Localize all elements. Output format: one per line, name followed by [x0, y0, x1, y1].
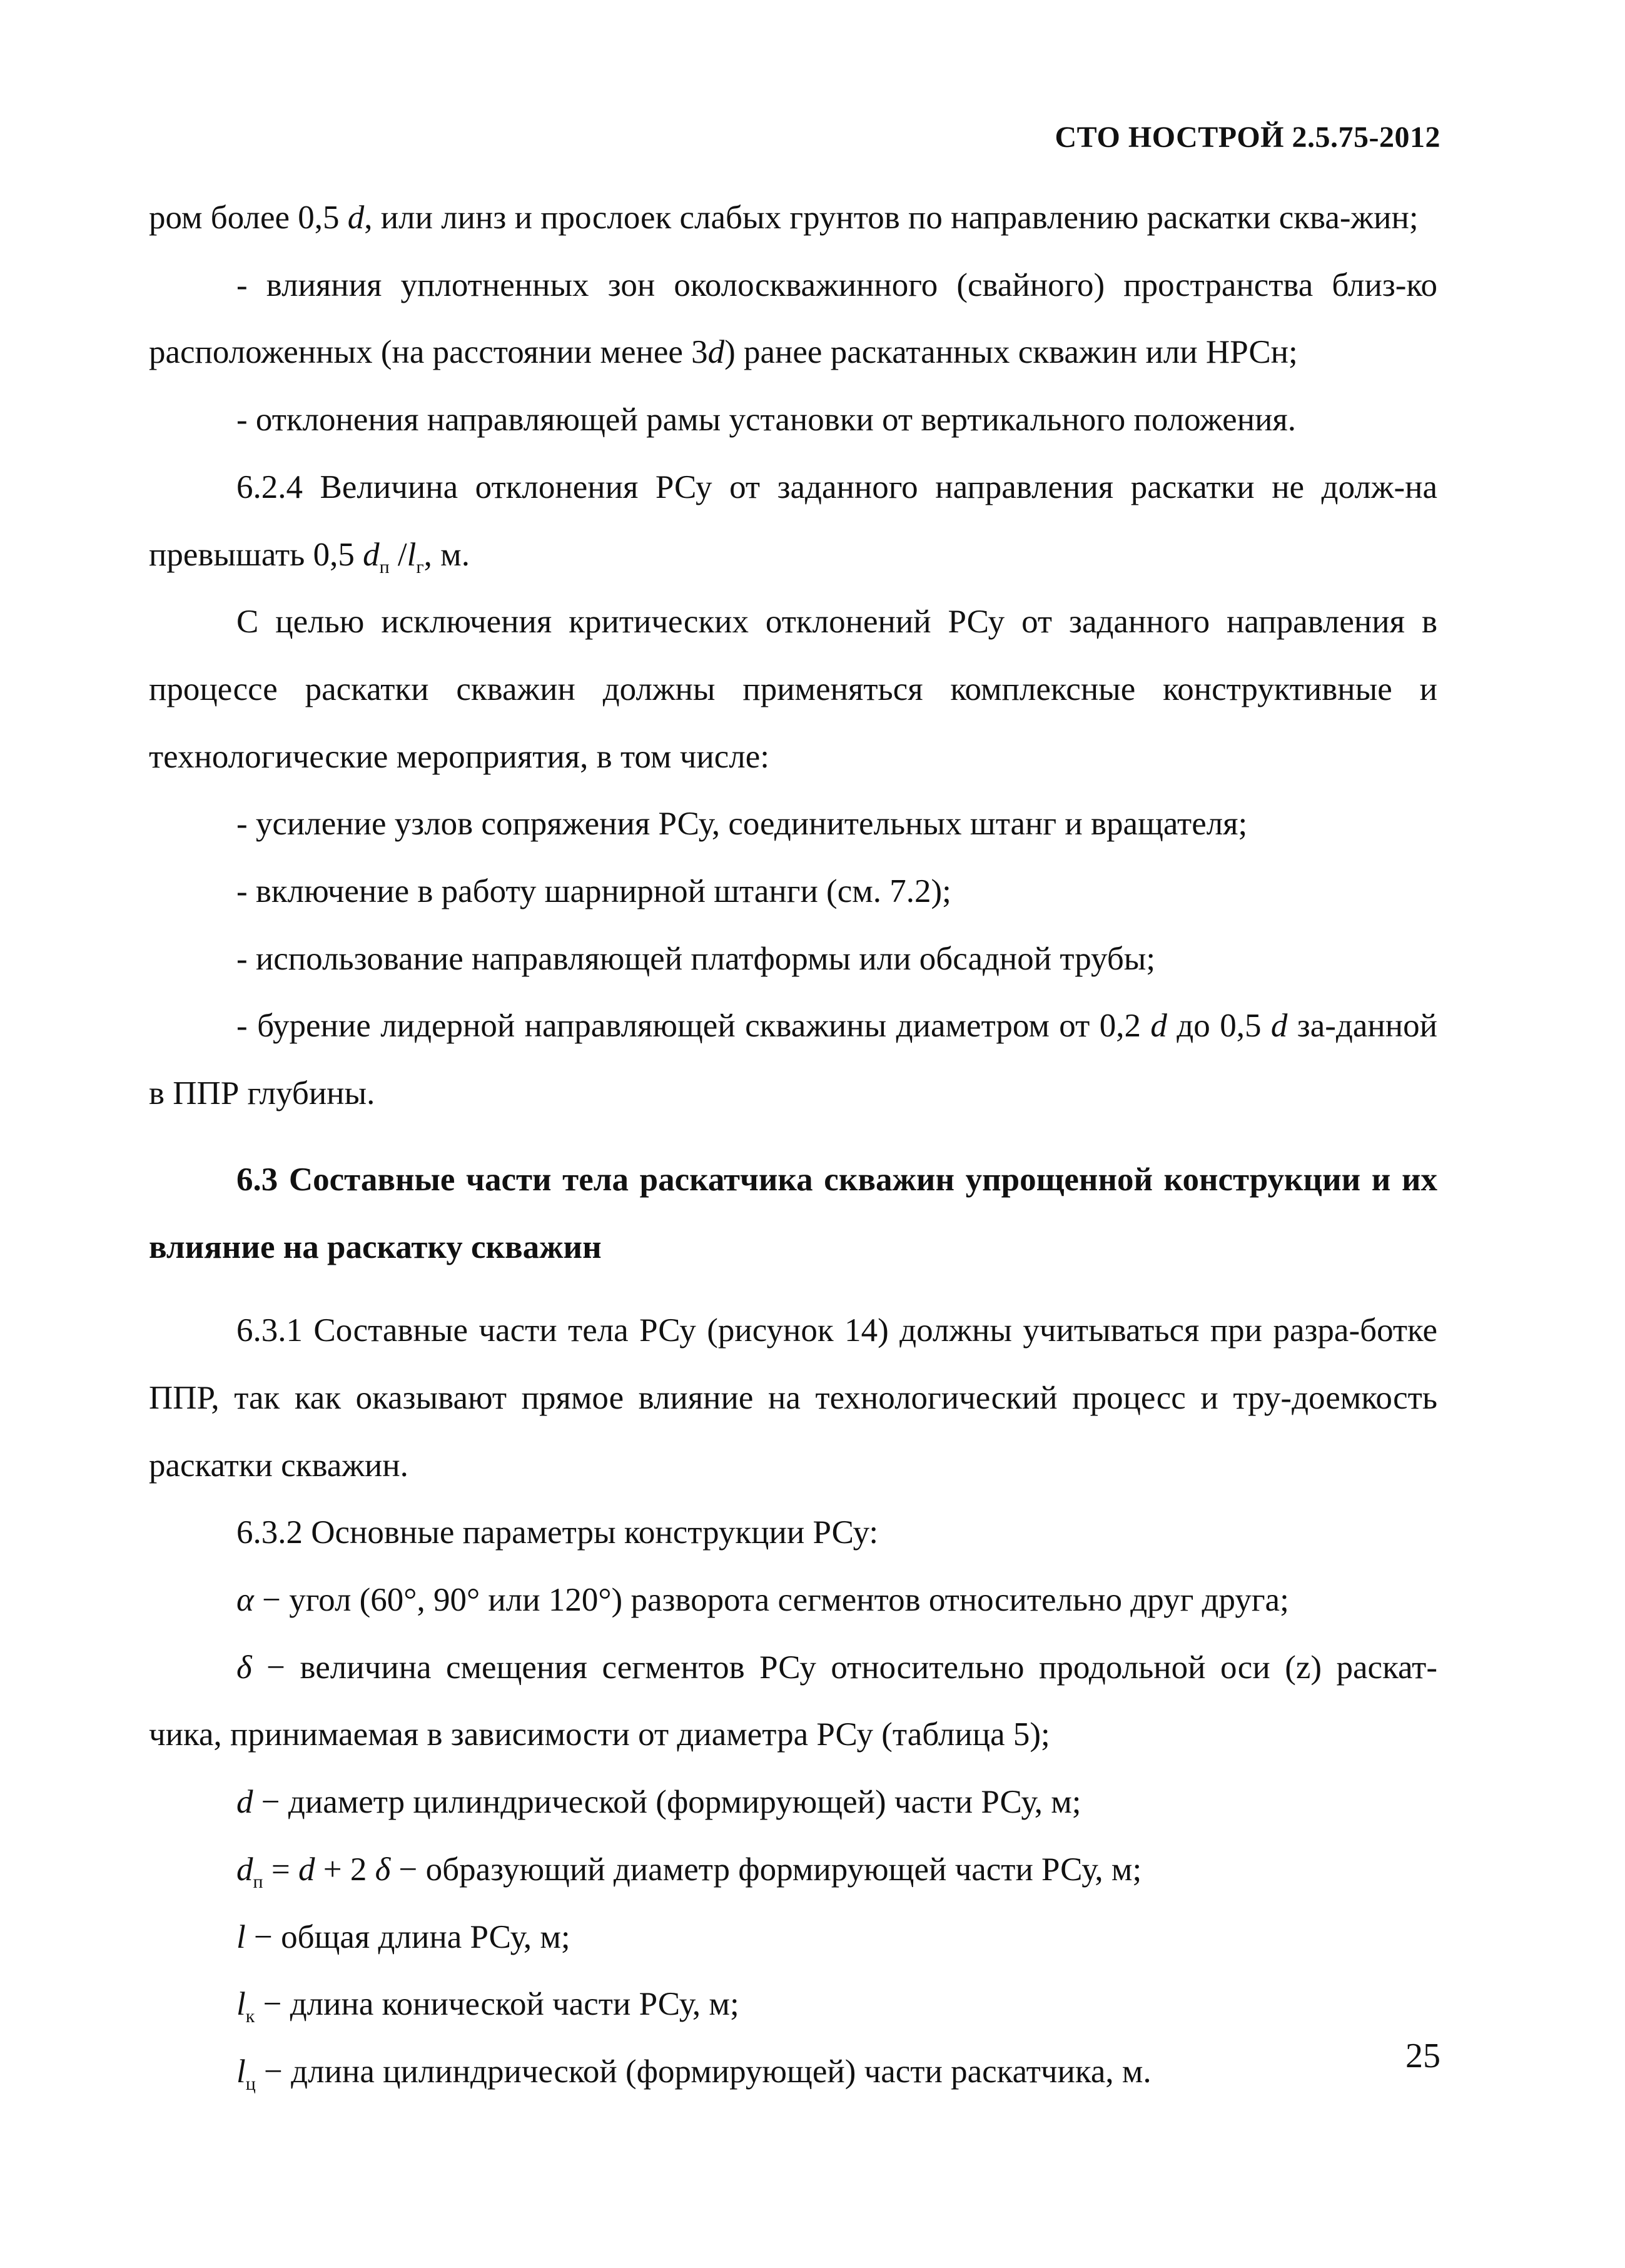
- text-run: + 2: [315, 1851, 375, 1888]
- subscript: к: [245, 2006, 255, 2027]
- symbol-delta: δ: [375, 1851, 391, 1888]
- paragraph-9: [149, 993, 1437, 1127]
- text-run: - бурение лидерной направляющей скважины диаметром от 0,2: [236, 1008, 1151, 1045]
- text-run: ) ранее раскатанных скважин или НРСн;: [724, 334, 1298, 371]
- section-heading: 6.3 Составные части тела раскатчика скважин упрощенной конструкции и их влияние на раскатку скважин: [149, 1161, 1437, 1265]
- document-code-header: СТО НОСТРОЙ 2.5.75-2012: [1055, 121, 1440, 154]
- paragraph-4: [149, 454, 1437, 589]
- paragraph-7: - включение в работу шарнирной штанги (см. 7.2);: [236, 873, 951, 910]
- symbol-alpha: α: [236, 1582, 254, 1619]
- parameter-delta: [149, 1634, 1437, 1769]
- text-run: − длина цилиндрической (формирующей) части раскатчика, м.: [255, 2053, 1152, 2090]
- paragraph-6: - усиление узлов сопряжения РСу, соединительных штанг и вращателя;: [236, 806, 1248, 843]
- text-run: − образующий диаметр формирующей части РСу, м;: [390, 1851, 1142, 1888]
- text-run: 6.2.4 Величина отклонения РСу от заданного направления раскатки не долж-на превышать 0,5: [149, 468, 1437, 573]
- subscript: г: [416, 556, 424, 577]
- symbol-d: d: [298, 1851, 315, 1888]
- parameter-alpha: [149, 1567, 1437, 1634]
- parameter-lk: [149, 1971, 1437, 2038]
- parameter-d: [149, 1769, 1437, 1836]
- text-run: − угол (60°, 90° или 120°) разворота сегментов относительно друг друга;: [253, 1582, 1289, 1619]
- symbol-d: d: [1150, 1008, 1167, 1045]
- parameter-dn: [149, 1836, 1437, 1904]
- symbol-l: l: [236, 1918, 246, 1955]
- text-run: за-данной в ППР глубины.: [149, 1008, 1437, 1112]
- paragraph-1: [149, 185, 1437, 252]
- symbol-d: d: [236, 1851, 253, 1888]
- page-number: 25: [1405, 2037, 1440, 2075]
- text-run: ром более 0,5: [149, 200, 348, 236]
- paragraph-5: С целью исключения критических отклонений РСу от заданного направления в процессе раскатки скважин должны применяться комплексные конструктивные и технологические мероприятия, в том числе:: [149, 604, 1437, 775]
- parameter-l: [149, 1904, 1437, 1972]
- paragraph-3: - отклонения направляющей рамы установки от вертикального положения.: [236, 402, 1297, 438]
- text-run: − длина конической части РСу, м;: [255, 1986, 739, 2023]
- text-run: , или линз и прослоек слабых грунтов по направлению раскатки сква-жин;: [364, 200, 1419, 236]
- paragraph-8: - использование направляющей платформы или обсадной трубы;: [236, 940, 1156, 977]
- symbol-delta: δ: [236, 1649, 252, 1686]
- text-run: − общая длина РСу, м;: [245, 1918, 570, 1955]
- text-run: - влияния уплотненных зон околоскважинного (свайного) пространства близ-ко расположенных (на расстоянии менее 3: [149, 266, 1437, 371]
- text-run: − диаметр цилиндрической (формирующей) части РСу, м;: [253, 1784, 1081, 1821]
- body-text: [149, 185, 1437, 2106]
- paragraph-10: 6.3.1 Составные части тела РСу (рисунок 14) должны учитываться при разра-ботке ППР, так как оказывают прямое влияние на технологический процесс и тру-доемкость раскатки скважин.: [149, 1312, 1437, 1484]
- symbol-d: d: [236, 1784, 253, 1821]
- paragraph-2: [149, 252, 1437, 387]
- text-run: − величина смещения сегментов РСу относительно продольной оси (z) раскат-чика, принимаемая в зависимости от диаметра РСу (таблица 5);: [149, 1649, 1437, 1753]
- symbol-l: l: [236, 1986, 246, 2023]
- symbol-l: l: [236, 2053, 246, 2090]
- symbol-d: d: [363, 536, 380, 573]
- subscript: п: [253, 1871, 263, 1892]
- symbol-l: l: [407, 536, 417, 573]
- parameter-lc: [149, 2038, 1437, 2106]
- subscript: п: [379, 556, 390, 577]
- symbol-d: d: [347, 200, 365, 236]
- text-run: до 0,5: [1167, 1008, 1271, 1045]
- text-run: /: [389, 536, 407, 573]
- paragraph-11: 6.3.2 Основные параметры конструкции РСу:: [236, 1514, 879, 1551]
- symbol-d: d: [1270, 1008, 1288, 1045]
- text-run: , м.: [423, 536, 470, 573]
- text-run: =: [263, 1851, 298, 1888]
- symbol-d: d: [707, 334, 725, 371]
- subscript: ц: [245, 2073, 256, 2094]
